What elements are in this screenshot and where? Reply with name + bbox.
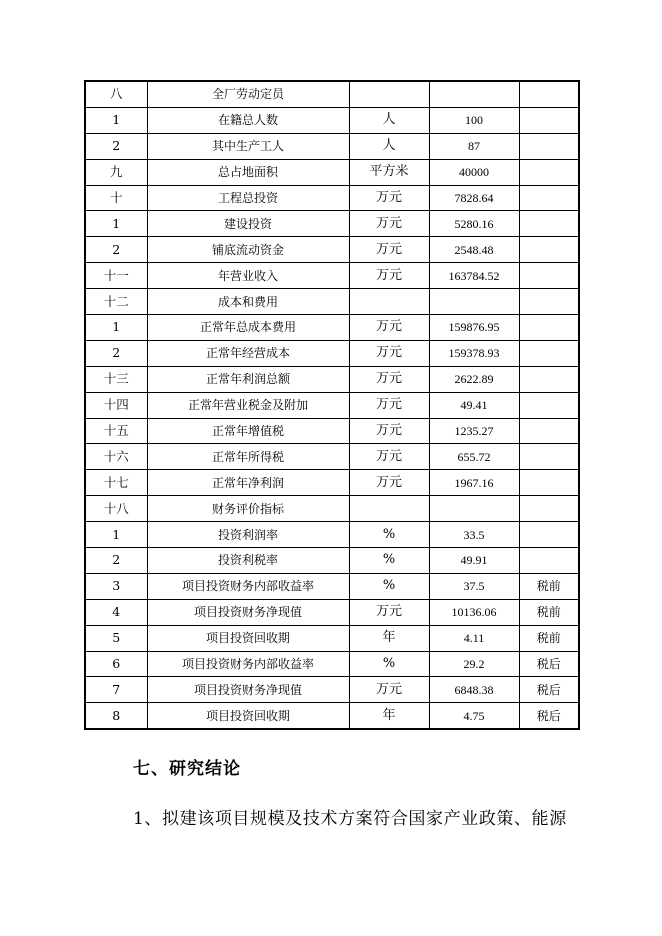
table-row [85,263,579,289]
cell-unit: 平方米 [349,159,429,185]
cell-value: 1235.27 [429,418,519,444]
cell-value: 49.41 [429,392,519,418]
cell-item-name: 正常年经营成本 [147,340,349,366]
cell-note [519,444,579,470]
table-row [85,703,579,729]
cell-note [519,340,579,366]
cell-item-name: 成本和费用 [147,289,349,315]
cell-item-name: 项目投资财务内部收益率 [147,651,349,677]
conclusion-paragraph: 1、拟建该项目规模及技术方案符合国家产业政策、能源 [133,809,567,829]
table-row [85,418,579,444]
table-row [85,237,579,263]
table-row [85,211,579,237]
cell-unit: 万元 [349,677,429,703]
table-row [85,573,579,599]
cell-row-number: 1 [85,211,147,237]
cell-unit [349,289,429,315]
cell-item-name: 项目投资回收期 [147,625,349,651]
table-row [85,315,579,341]
cell-row-number: 4 [85,599,147,625]
table-row [85,496,579,522]
cell-row-number: 九 [85,159,147,185]
cell-value [429,289,519,315]
cell-row-number: 十五 [85,418,147,444]
table-body [85,81,579,729]
cell-value [429,81,519,107]
cell-note [519,522,579,548]
cell-unit: 万元 [349,470,429,496]
table-row [85,107,579,133]
cell-note [519,263,579,289]
cell-unit [349,496,429,522]
cell-unit: 万元 [349,185,429,211]
cell-row-number: 十 [85,185,147,211]
cell-row-number: 2 [85,548,147,574]
cell-value: 4.11 [429,625,519,651]
table-row [85,599,579,625]
cell-item-name: 正常年营业税金及附加 [147,392,349,418]
cell-unit: % [349,548,429,574]
cell-value: 163784.52 [429,263,519,289]
cell-row-number: 八 [85,81,147,107]
cell-note [519,315,579,341]
cell-item-name: 正常年增值税 [147,418,349,444]
table-row [85,289,579,315]
table-row [85,625,579,651]
cell-row-number: 1 [85,315,147,341]
cell-unit: 万元 [349,392,429,418]
cell-value: 10136.06 [429,599,519,625]
cell-item-name: 建设投资 [147,211,349,237]
cell-item-name: 正常年总成本费用 [147,315,349,341]
cell-unit: 年 [349,625,429,651]
cell-unit: 万元 [349,263,429,289]
cell-item-name: 投资利润率 [147,522,349,548]
table-row [85,366,579,392]
cell-value: 87 [429,133,519,159]
cell-value: 33.5 [429,522,519,548]
cell-row-number: 十六 [85,444,147,470]
cell-value: 1967.16 [429,470,519,496]
cell-value: 7828.64 [429,185,519,211]
cell-value: 49.91 [429,548,519,574]
cell-note: 税后 [519,651,579,677]
cell-unit: 万元 [349,237,429,263]
cell-row-number: 十二 [85,289,147,315]
cell-item-name: 全厂劳动定员 [147,81,349,107]
cell-note: 税前 [519,625,579,651]
cell-unit: 万元 [349,315,429,341]
cell-row-number: 十一 [85,263,147,289]
cell-row-number: 十三 [85,366,147,392]
cell-row-number: 1 [85,107,147,133]
cell-unit: 万元 [349,211,429,237]
cell-note [519,496,579,522]
table-row [85,677,579,703]
cell-note: 税前 [519,599,579,625]
cell-value: 5280.16 [429,211,519,237]
cell-row-number: 十七 [85,470,147,496]
cell-unit: 万元 [349,599,429,625]
cell-unit: 人 [349,107,429,133]
table-row [85,548,579,574]
cell-value: 2622.89 [429,366,519,392]
cell-item-name: 正常年利润总额 [147,366,349,392]
indicator-table-container [84,80,580,730]
cell-item-name: 年营业收入 [147,263,349,289]
cell-unit: 万元 [349,340,429,366]
cell-note [519,418,579,444]
cell-note [519,211,579,237]
indicator-table [84,80,580,730]
cell-note: 税前 [519,573,579,599]
cell-unit [349,81,429,107]
cell-item-name: 项目投资财务净现值 [147,677,349,703]
cell-item-name: 铺底流动资金 [147,237,349,263]
cell-value: 40000 [429,159,519,185]
cell-row-number: 8 [85,703,147,729]
cell-row-number: 1 [85,522,147,548]
cell-unit: 万元 [349,444,429,470]
cell-note [519,392,579,418]
cell-unit: 人 [349,133,429,159]
cell-note [519,107,579,133]
cell-row-number: 十四 [85,392,147,418]
cell-value: 29.2 [429,651,519,677]
cell-item-name: 工程总投资 [147,185,349,211]
cell-row-number: 6 [85,651,147,677]
cell-row-number: 5 [85,625,147,651]
cell-row-number: 十八 [85,496,147,522]
cell-unit: 万元 [349,366,429,392]
cell-row-number: 2 [85,237,147,263]
cell-row-number: 3 [85,573,147,599]
cell-item-name: 其中生产工人 [147,133,349,159]
table-row [85,470,579,496]
cell-value: 159378.93 [429,340,519,366]
cell-note [519,470,579,496]
table-row [85,340,579,366]
table-row [85,392,579,418]
cell-value [429,496,519,522]
cell-item-name: 投资利税率 [147,548,349,574]
cell-item-name: 正常年净利润 [147,470,349,496]
section-heading: 七、研究结论 [133,759,241,779]
cell-item-name: 财务评价指标 [147,496,349,522]
cell-item-name: 在籍总人数 [147,107,349,133]
cell-row-number: 7 [85,677,147,703]
table-row [85,81,579,107]
cell-item-name: 项目投资财务净现值 [147,599,349,625]
cell-note: 税后 [519,703,579,729]
cell-item-name: 项目投资财务内部收益率 [147,573,349,599]
cell-value: 37.5 [429,573,519,599]
cell-note [519,185,579,211]
cell-value: 6848.38 [429,677,519,703]
table-row [85,133,579,159]
cell-row-number: 2 [85,340,147,366]
cell-item-name: 正常年所得税 [147,444,349,470]
table-row [85,185,579,211]
cell-row-number: 2 [85,133,147,159]
cell-note [519,81,579,107]
cell-unit: % [349,651,429,677]
cell-value: 655.72 [429,444,519,470]
cell-unit: % [349,573,429,599]
cell-value: 100 [429,107,519,133]
cell-note [519,159,579,185]
cell-item-name: 总占地面积 [147,159,349,185]
cell-unit: 万元 [349,418,429,444]
cell-note [519,548,579,574]
table-row [85,444,579,470]
cell-note [519,237,579,263]
cell-unit: % [349,522,429,548]
cell-item-name: 项目投资回收期 [147,703,349,729]
cell-value: 4.75 [429,703,519,729]
table-row [85,159,579,185]
cell-note [519,289,579,315]
table-row [85,651,579,677]
table-row [85,522,579,548]
cell-note [519,366,579,392]
cell-value: 2548.48 [429,237,519,263]
cell-note: 税后 [519,677,579,703]
cell-value: 159876.95 [429,315,519,341]
cell-note [519,133,579,159]
cell-unit: 年 [349,703,429,729]
